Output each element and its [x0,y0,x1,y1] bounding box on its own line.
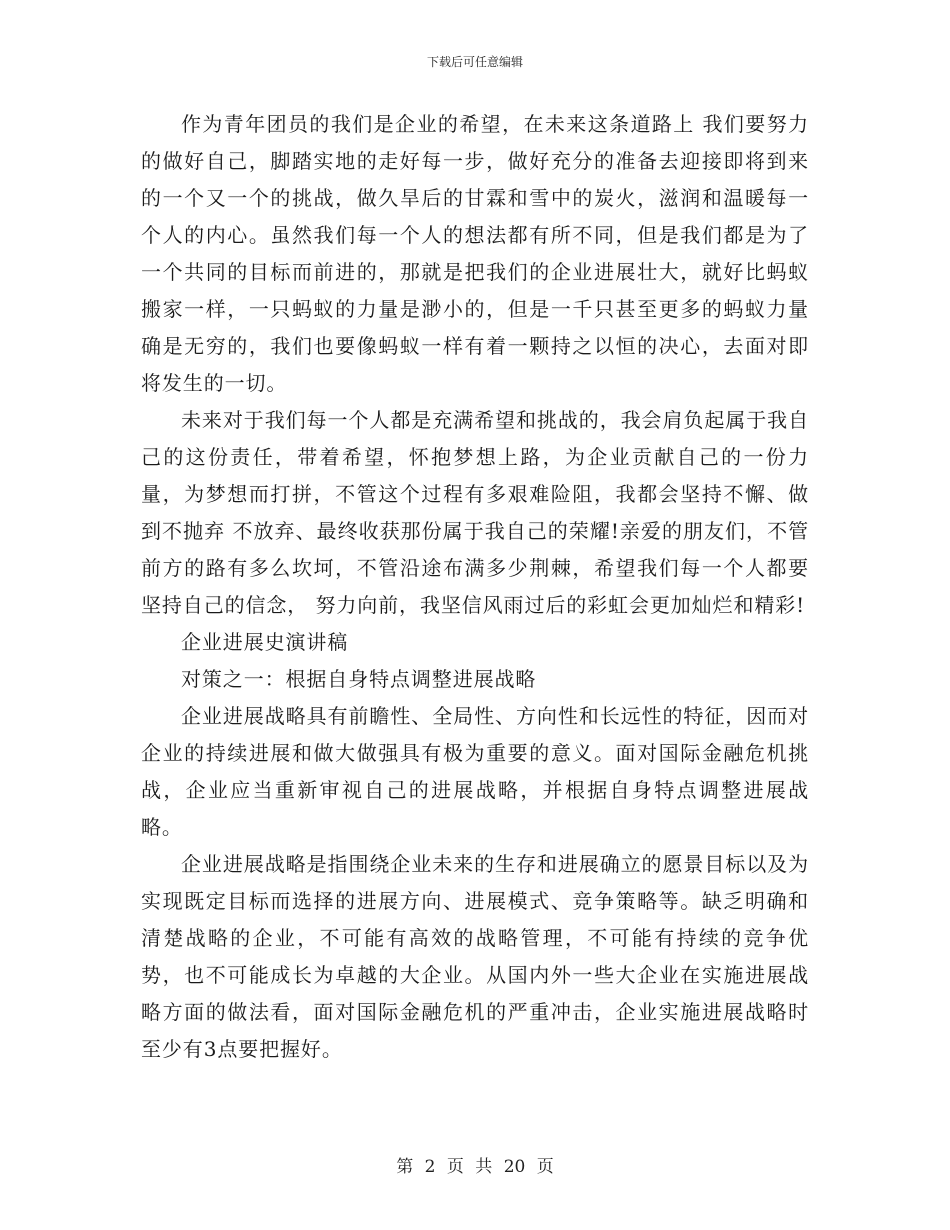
paragraph-2: 未来对于我们每一个人都是充满希望和挑战的，我会肩负起属于我自己的这份责任，带着希望，怀抱梦想上路，为企业贡献自己的一份力量，为梦想而打拼，不管这个过程有多艰难险阻，我都会坚持不懈、做到不抛弃 不放弃、最终收获那份属于我自己的荣耀!亲爱的朋友们，不管前方的路有多么坎坷，不管沿途布满多少荆棘，希望我们每一个人都要坚持自己的信念， 努力向前，我坚信风雨过后的彩虹会更加灿烂和精彩! [141,408,809,617]
paragraph-1: 作为青年团员的我们是企业的希望，在未来这条道路上 我们要努力的做好自己，脚踏实地的走好每一步，做好充分的准备去迎接即将到来的一个又一个的挑战，做久旱后的甘霖和雪中的炭火，滋润和温暖每一个人的内心。虽然我们每一个人的想法都有所不同，但是我们都是为了一个共同的目标而前进的，那就是把我们的企业进展壮大，就好比蚂蚁搬家一样，一只蚂蚁的力量是渺小的，但是一千只甚至更多的蚂蚁力量确是无穷的，我们也要像蚂蚁一样有着一颗持之以恒的决心，去面对即将发生的一切。 [141,112,809,395]
paragraph-4: 企业进展战略是指围绕企业未来的生存和进展确立的愿景目标以及为实现既定目标而选择的进展方向、进展模式、竞争策略等。缺乏明确和清楚战略的企业，不可能有高效的战略管理，不可能有持续的竞争优势，也不可能成长为卓越的大企业。从国内外一些大企业在实施进展战略方面的做法看，面对国际金融危机的严重冲击，企业实施进展战略时至少有3点要把握好。 [141,852,809,1061]
document-body [141,106,809,1068]
page-number: 第 2 页 共 20 页 [396,1157,554,1177]
section-subtitle: 对策之一：根据自身特点调整进展战略 [181,667,537,691]
header-note: 下载后可任意编辑 [426,55,523,69]
paragraph-3: 企业进展战略具有前瞻性、全局性、方向性和长远性的特征，因而对企业的持续进展和做大做强具有极为重要的意义。面对国际金融危机挑战，企业应当重新审视自己的进展战略，并根据自身特点调整进展战略。 [141,704,809,839]
section-title: 企业进展史演讲稿 [181,630,349,654]
